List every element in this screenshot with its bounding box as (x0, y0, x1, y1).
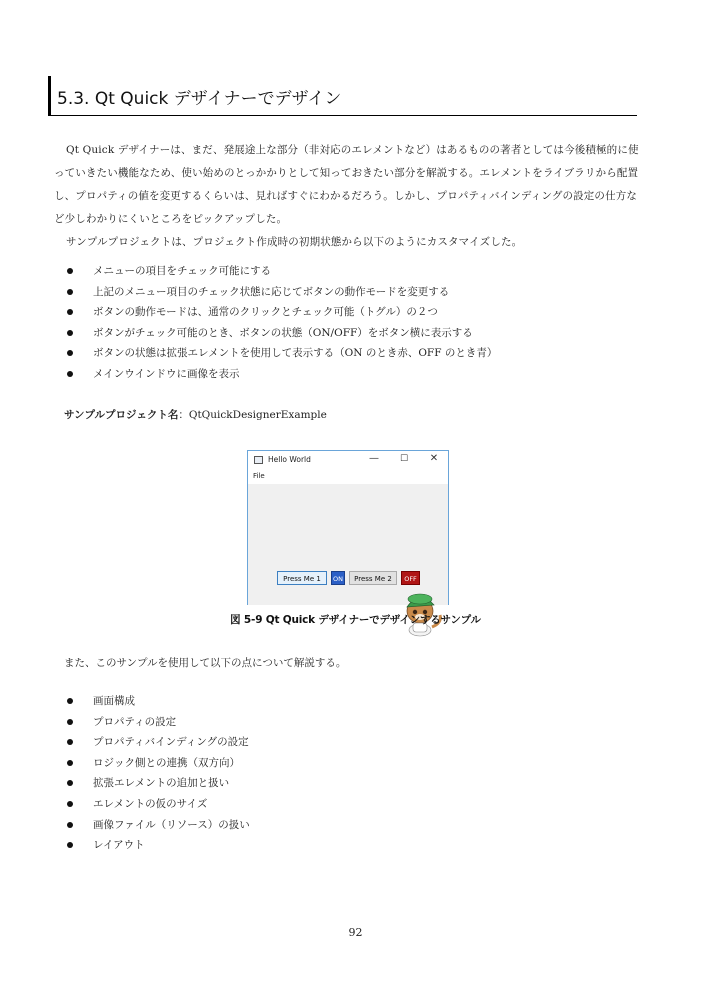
project-name-separator: ： (178, 409, 189, 421)
window-menubar (248, 471, 448, 484)
project-name-line (64, 407, 327, 422)
list-item: ボタンの動作モードは、通常のクリックとチェック可能（トグル）の２つ (64, 302, 624, 323)
window-content (248, 484, 448, 605)
topics-list (64, 691, 624, 856)
window-titlebar (248, 451, 448, 471)
sample-window-figure (247, 450, 449, 605)
list-item: ボタンの状態は拡張エレメントを使用して表示する（ON のとき赤、OFF のとき青） (64, 343, 624, 364)
list-item: 画面構成 (64, 691, 624, 712)
intro-text (54, 139, 640, 254)
customization-list (64, 261, 624, 385)
state-on-badge: ON (331, 571, 345, 585)
intro-paragraph-2: サンプルプロジェクトは、プロジェクト作成時の初期状態から以下のようにカスタマイズした。 (66, 236, 523, 248)
press-me-2-button[interactable]: Press Me 2 (349, 571, 397, 585)
project-name-value: QtQuickDesignerExample (188, 409, 327, 421)
close-icon[interactable]: ✕ (429, 453, 439, 464)
list-item: プロパティバインディングの設定 (64, 732, 624, 753)
page-number: 92 (348, 926, 363, 939)
list-item: レイアウト (64, 835, 624, 856)
list-item: エレメントの仮のサイズ (64, 794, 624, 815)
list-item: 拡張エレメントの追加と扱い (64, 773, 624, 794)
list-item: メインウインドウに画像を表示 (64, 364, 624, 385)
intro-paragraph-1: Qt Quick デザイナーは、まだ、発展途上な部分（非対応のエレメントなど）はあるものの著者としては今後積極的に使っていきたい機能なため、使い始めのとっかかりとして知っておきたい部分を解説する。エレメントをライブラリから配置し、プロパティの値を変更するくらいは、見ればすぐにわかるだろう。しかし、プロパティバインディングの設定の仕方など少しわかりにくいところをピックアップした。 (54, 144, 639, 225)
press-me-1-button[interactable]: Press Me 1 (277, 571, 327, 585)
maximize-icon[interactable]: ☐ (399, 454, 409, 464)
topics-intro: また、このサンプルを使用して以下の点について解説する。 (64, 657, 347, 669)
figure-caption: 図 5-9 Qt Quick デザイナーでデザインするサンプル (230, 614, 481, 626)
section-heading (48, 76, 637, 116)
minimize-icon[interactable]: — (369, 453, 379, 464)
state-off-badge: OFF (401, 571, 420, 585)
project-name-label: サンプルプロジェクト名 (64, 409, 179, 421)
window-title: Hello World (268, 455, 311, 464)
app-icon (254, 456, 263, 464)
list-item: 画像ファイル（リソース）の扱い (64, 815, 624, 836)
list-item: プロパティの設定 (64, 712, 624, 733)
list-item: メニューの項目をチェック可能にする (64, 261, 624, 282)
list-item: 上記のメニュー項目のチェック状態に応じてボタンの動作モードを変更する (64, 282, 624, 303)
list-item: ロジック側との連携（双方向） (64, 753, 624, 774)
list-item: ボタンがチェック可能のとき、ボタンの状態（ON/OFF）をボタン横に表示する (64, 323, 624, 344)
menu-file[interactable]: File (253, 472, 265, 480)
section-title: 5.3. Qt Quick デザイナーでデザイン (57, 89, 342, 109)
